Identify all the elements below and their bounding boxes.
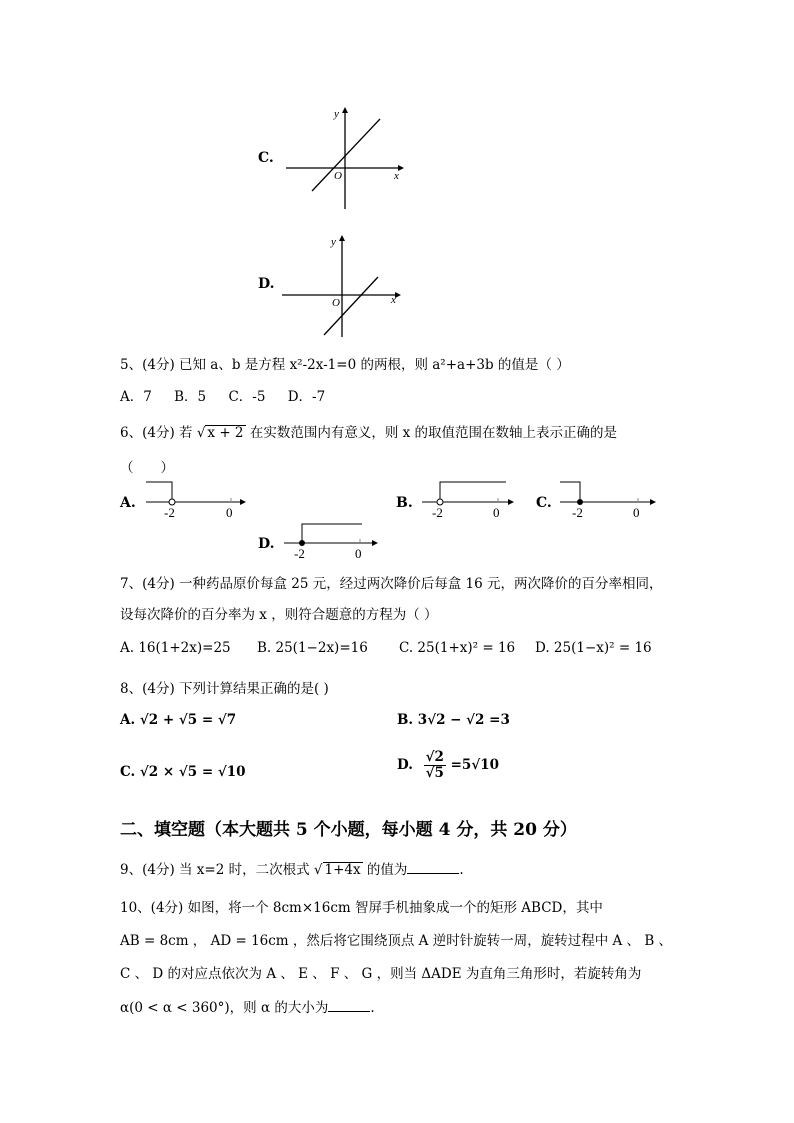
axis-x-label: x — [391, 294, 396, 306]
q8-option-b: B. 3√2 − √2 =3 — [397, 712, 510, 728]
q10-line-4-prefix: α(0 < α < 360°)，则 α 的大小为 — [120, 1000, 329, 1016]
q6-paren: （ ） — [120, 460, 174, 476]
svg-text:0: 0 — [226, 505, 233, 520]
arrow-icon — [372, 540, 378, 546]
number-line-d — [280, 519, 384, 561]
question-5: 5、(4分) 已知 a、b 是方程 x²-2x-1=0 的两根，则 a²+a+3b 的值是（ ） — [120, 357, 570, 373]
q5-options — [120, 385, 325, 405]
y-axis-arrow-icon — [342, 107, 348, 113]
q9-radical: √ 1+4x — [313, 862, 361, 878]
q8-option-c: C. √2 × √5 = √10 — [120, 764, 246, 780]
option-d-label: D. — [258, 276, 275, 292]
question-10-line-2: AB = 8cm ， AD = 16cm ，然后将它围绕顶点 A 逆时针旋转一周，旋转过程中 A 、 B 、 — [120, 933, 673, 949]
origin-label: O — [334, 170, 342, 182]
q6-prefix: 6、(4分) 若 — [120, 425, 193, 441]
q8-option-a: A. √2 + √5 = √7 — [120, 712, 237, 728]
q9-prefix: 9、(4分) 当 x=2 时，二次根式 — [120, 862, 310, 878]
svg-text:-2: -2 — [164, 505, 175, 520]
q7-option-c: C. 25(1+x)² = 16 — [399, 640, 516, 656]
axis-y-label: y — [334, 108, 339, 120]
q6-option-b-label: B. — [396, 495, 413, 511]
q10-answer-blank[interactable] — [328, 999, 370, 1012]
q9-radicand: 1+4x — [324, 862, 361, 878]
svg-text:0: 0 — [493, 505, 500, 520]
svg-text:0: 0 — [355, 546, 362, 561]
fraction-denominator: √5 — [425, 765, 444, 781]
question-10-line-1: 10、(4分) 如图，将一个 8cm×16cm 智屏手机抽象成一个的矩形 ABCD，其中 — [120, 900, 603, 916]
graph-d — [280, 233, 405, 343]
axis-y-label: y — [331, 236, 336, 248]
q8-option-d-label: D. — [397, 757, 413, 773]
arrow-icon — [508, 499, 514, 505]
x-axis-arrow-icon — [398, 165, 404, 171]
question-8: 8、(4分) 下列计算结果正确的是( ) — [120, 681, 329, 697]
q7-option-b: B. 25(1−2x)=16 — [257, 640, 368, 656]
q6-radicand: x + 2 — [207, 425, 244, 441]
y-axis-arrow-icon — [339, 235, 345, 241]
axis-x-label: x — [394, 170, 399, 182]
q9-answer-blank[interactable] — [407, 861, 459, 874]
svg-text:0: 0 — [633, 505, 640, 520]
q6-option-c-label: C. — [536, 495, 552, 511]
question-10-line-4 — [120, 996, 375, 1016]
question-6 — [120, 421, 617, 441]
question-10-line-3: C 、 D 的对应点依次为 A 、 E 、 F 、 G ，则当 ΔADE 为直角三角形时，若旋转角为 — [120, 966, 642, 982]
section-2-heading: 二、填空题（本大题共 5 个小题，每小题 4 分，共 20 分） — [120, 820, 577, 840]
q8-option-d-rest: =5√10 — [450, 757, 499, 773]
fraction-numerator: √2 — [425, 749, 444, 765]
q5-option-d: D．-7 — [287, 389, 326, 405]
svg-text:-2: -2 — [572, 505, 583, 520]
q6-option-a-label: A. — [120, 495, 136, 511]
option-c-label: C. — [258, 150, 274, 166]
q5-option-b: B．5 — [174, 389, 207, 405]
number-line-b — [418, 478, 518, 520]
svg-text:-2: -2 — [432, 505, 443, 520]
q6-suffix: 在实数范围内有意义，则 x 的取值范围在数轴上表示正确的是 — [249, 425, 618, 441]
q7-option-d: D. 25(1−x)² = 16 — [535, 640, 652, 656]
x-axis-arrow-icon — [395, 292, 401, 298]
number-line-a — [140, 478, 250, 520]
q7-option-a: A. 16(1+2x)=25 — [120, 640, 231, 656]
arrow-icon — [240, 499, 246, 505]
q9-suffix: 的值为 — [366, 862, 408, 878]
svg-text:-2: -2 — [294, 546, 305, 561]
graph-c — [280, 105, 405, 215]
q5-option-c: C．-5 — [228, 389, 266, 405]
number-line-c — [556, 478, 660, 520]
q8-option-d — [397, 750, 499, 781]
graph-line — [312, 119, 380, 191]
arrow-icon — [650, 499, 656, 505]
q6-option-d-label: D. — [258, 536, 275, 552]
origin-label: O — [332, 297, 340, 309]
q9-end: . — [459, 862, 464, 878]
question-9 — [120, 858, 464, 878]
q10-end: . — [370, 1000, 375, 1016]
q6-radical: √ x + 2 — [196, 425, 244, 441]
q5-option-a: A．7 — [120, 389, 152, 405]
question-7-line-1: 7、(4分) 一种药品原价每盒 25 元，经过两次降价后每盒 16 元，两次降价的百分率相同， — [120, 576, 663, 592]
q8-option-d-fraction — [424, 750, 446, 781]
question-7-line-2: 设每次降价的百分率为 x ，则符合题意的方程为（ ） — [120, 607, 438, 623]
